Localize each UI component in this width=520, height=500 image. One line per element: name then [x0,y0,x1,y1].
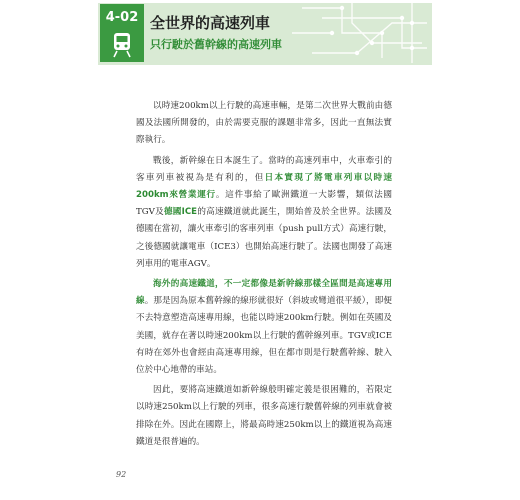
page-number: 92 [116,470,127,479]
body-text: 戰後，新幹線在日本誕生了。當時的高速列車中，火車牽引的客車列車被視為是有利的，但 [136,155,392,183]
highlight-text: 日本實現了將電車列車以時速200km來營業運行 [136,172,392,201]
highlight-text: 海外的高速鐵道，不一定都像是新幹線那樣全區間是高速專用線 [136,279,392,307]
section-tab [100,4,144,62]
body-paragraph [136,276,392,379]
page-title: 全世界的高速列車 [150,14,271,32]
body-paragraph [136,382,392,451]
page-subtitle: 只行駛於舊幹線的高速列車 [150,38,282,51]
highlight-text: 德國ICE [163,207,198,218]
article-body [136,98,392,454]
body-text: 的高速鐵道就此誕生，開始普及於全世界。法國及德國在當初，讓火車牽引的客車列車（push pull方式）高速行駛，之後德國就讓電車（ICE3）也開始高速行駛了。法國也開發了高速列車用的電車AGV。 [136,207,392,269]
rail-map-decoration [282,3,432,65]
train-icon [112,32,132,58]
section-number: 4-02 [105,10,139,25]
body-text: 。那是因為原本舊幹線的線形就很好（斜坡或彎道很平緩），即便不去特意塑造高速專用線，也能以時速200km行駛。例如在英國及美國，就存在著以時速200km以上行駛的舊幹線列車。TGV或ICE有時在郊外也會經由高速專用線，但在都市則是行駛舊幹線、駛入位於中心地帶的車站。 [136,296,392,376]
body-paragraph [136,98,392,150]
body-paragraph [136,153,392,273]
body-text: 。這件事給了歐洲鐵道一大影響，類似法國TGV及 [136,190,392,218]
body-text: 以時速200km以上行駛的高速車輛，是第二次世界大戰前由德國及法國所開發的，由於需要克服的課題非常多，因此一直無法實際執行。 [136,101,392,146]
body-text: 因此，要將高速鐵道如新幹線般明確定義是很困難的，若限定以時速250km以上行駛的列車，很多高速行駛舊幹線的列車就會被排除在外。因此在國際上，將最高時速250km以上的鐵道視為高速鐵道是很普遍的。 [136,385,392,447]
